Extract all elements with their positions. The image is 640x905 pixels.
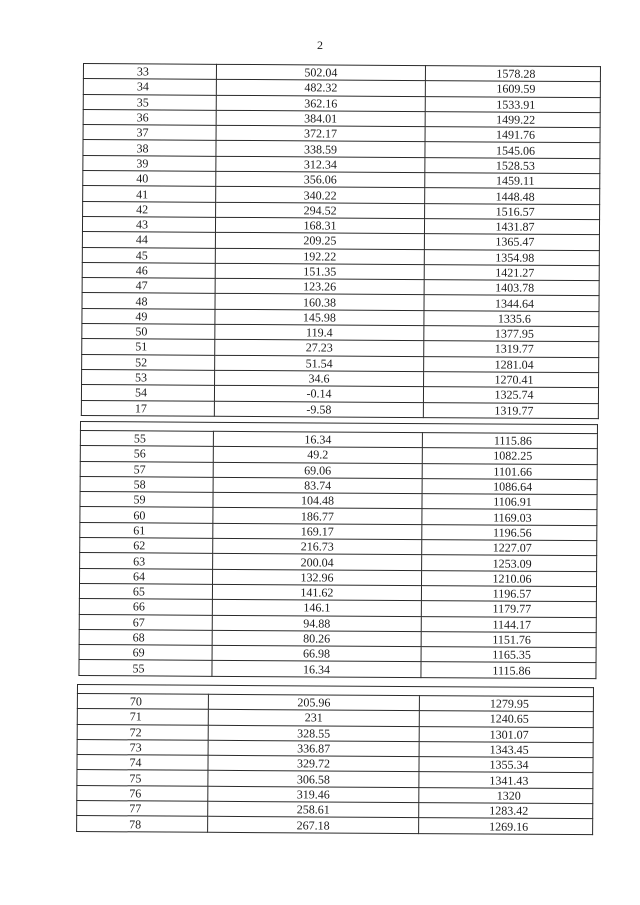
y-coordinate-cell: 1459.11	[425, 173, 600, 189]
y-coordinate-cell: 1301.07	[419, 726, 593, 742]
x-coordinate-cell: 319.46	[208, 786, 419, 803]
y-coordinate-cell: 1106.91	[422, 494, 597, 510]
y-coordinate-cell: 1319.77	[424, 341, 599, 357]
y-coordinate-cell: 1403.78	[424, 280, 599, 296]
x-coordinate-cell: 51.54	[215, 355, 424, 372]
y-coordinate-cell: 1253.09	[422, 555, 597, 571]
x-coordinate-cell: 356.06	[216, 171, 425, 188]
point-number-cell: 48	[82, 293, 215, 309]
y-coordinate-cell: 1491.76	[425, 127, 600, 143]
y-coordinate-cell: 1101.66	[422, 463, 597, 479]
point-number-cell: 46	[82, 262, 215, 278]
y-coordinate-cell: 1196.57	[421, 586, 596, 602]
x-coordinate-cell: 205.96	[208, 694, 419, 711]
y-coordinate-cell: 1082.25	[422, 448, 597, 464]
point-number-cell: 38	[83, 140, 216, 156]
point-number-cell: 54	[81, 385, 214, 401]
x-coordinate-cell: 372.17	[216, 126, 425, 143]
point-number-cell: 78	[77, 816, 208, 832]
x-coordinate-cell: 338.59	[216, 141, 425, 158]
x-coordinate-cell: 146.1	[212, 600, 421, 617]
y-coordinate-cell: 1516.57	[425, 203, 600, 219]
x-coordinate-cell: 16.34	[213, 431, 422, 448]
y-coordinate-cell: 1609.59	[425, 81, 600, 97]
x-coordinate-cell: 384.01	[216, 110, 425, 127]
y-coordinate-cell: 1240.65	[419, 711, 593, 727]
x-coordinate-cell: 141.62	[212, 584, 421, 601]
x-coordinate-cell: 200.04	[213, 554, 422, 571]
table-row	[77, 816, 593, 834]
point-number-cell: 77	[77, 801, 208, 817]
point-number-cell: 33	[83, 64, 216, 80]
x-coordinate-cell: 145.98	[215, 309, 424, 326]
coordinates-table-3	[76, 684, 594, 835]
point-number-cell: 49	[82, 308, 215, 324]
y-coordinate-cell: 1165.35	[421, 647, 596, 663]
y-coordinate-cell: 1144.17	[421, 616, 596, 632]
y-coordinate-cell: 1269.16	[419, 818, 593, 834]
y-coordinate-cell: 1169.03	[422, 509, 597, 525]
x-coordinate-cell: 151.35	[215, 263, 424, 280]
x-coordinate-cell: 16.34	[212, 661, 421, 678]
point-number-cell: 74	[77, 755, 208, 771]
y-coordinate-cell: 1355.34	[419, 757, 593, 773]
x-coordinate-cell: 168.31	[215, 217, 424, 234]
point-number-cell: 42	[83, 201, 216, 217]
x-coordinate-cell: 340.22	[216, 187, 425, 204]
point-number-cell: 67	[79, 614, 212, 630]
x-coordinate-cell: 294.52	[216, 202, 425, 219]
y-coordinate-cell: 1365.47	[424, 234, 599, 250]
point-number-cell: 55	[79, 660, 212, 676]
point-number-cell: 43	[82, 216, 215, 232]
y-coordinate-cell: 1196.56	[422, 524, 597, 540]
y-coordinate-cell: 1086.64	[422, 478, 597, 494]
point-number-cell: 40	[83, 171, 216, 187]
point-number-cell: 36	[83, 109, 216, 125]
point-number-cell: 71	[77, 709, 208, 725]
point-number-cell: 51	[82, 339, 215, 355]
point-number-cell: 50	[82, 324, 215, 340]
point-number-cell: 72	[77, 724, 208, 740]
point-number-cell: 56	[80, 446, 213, 462]
coordinates-table-1	[81, 63, 601, 419]
point-number-cell: 66	[79, 599, 212, 615]
x-coordinate-cell: 336.87	[208, 740, 419, 757]
point-number-cell: 64	[80, 568, 213, 584]
x-coordinate-cell: 502.04	[216, 64, 425, 81]
x-coordinate-cell: 169.17	[213, 523, 422, 540]
x-coordinate-cell: 132.96	[213, 569, 422, 586]
x-coordinate-cell: 119.4	[215, 324, 424, 341]
x-coordinate-cell: 306.58	[208, 771, 419, 788]
point-number-cell: 34	[83, 79, 216, 95]
point-number-cell: 68	[79, 629, 212, 645]
y-coordinate-cell: 1528.53	[425, 157, 600, 173]
x-coordinate-cell: -0.14	[214, 386, 423, 403]
y-coordinate-cell: 1319.77	[423, 402, 598, 418]
point-number-cell: 44	[82, 232, 215, 248]
point-number-cell: 47	[82, 278, 215, 294]
point-number-cell: 17	[81, 400, 214, 416]
x-coordinate-cell: 192.22	[215, 248, 424, 265]
x-coordinate-cell: 49.2	[213, 447, 422, 464]
point-number-cell: 52	[82, 354, 215, 370]
table-row	[79, 660, 596, 678]
y-coordinate-cell: 1343.45	[419, 741, 593, 757]
point-number-cell: 58	[80, 476, 213, 492]
coordinates-table-2	[78, 421, 598, 679]
x-coordinate-cell: 312.34	[216, 156, 425, 173]
x-coordinate-cell: 94.88	[212, 615, 421, 632]
point-number-cell: 69	[79, 645, 212, 661]
y-coordinate-cell: 1545.06	[425, 142, 600, 158]
y-coordinate-cell: 1179.77	[421, 601, 596, 617]
y-coordinate-cell: 1151.76	[421, 631, 596, 647]
point-number-cell: 63	[80, 553, 213, 569]
x-coordinate-cell: -9.58	[214, 401, 423, 418]
x-coordinate-cell: 66.98	[212, 645, 421, 662]
y-coordinate-cell: 1115.86	[422, 433, 597, 449]
point-number-cell: 39	[83, 155, 216, 171]
point-number-cell: 35	[83, 94, 216, 110]
y-coordinate-cell: 1448.48	[425, 188, 600, 204]
page-number: 2	[317, 38, 323, 52]
x-coordinate-cell: 27.23	[215, 340, 424, 357]
point-number-cell: 70	[77, 694, 208, 710]
point-number-cell: 61	[80, 522, 213, 538]
y-coordinate-cell: 1533.91	[425, 96, 600, 112]
x-coordinate-cell: 160.38	[215, 294, 424, 311]
x-coordinate-cell: 104.48	[213, 493, 422, 510]
x-coordinate-cell: 83.74	[213, 477, 422, 494]
x-coordinate-cell: 328.55	[208, 725, 419, 742]
point-number-cell: 45	[82, 247, 215, 263]
point-number-cell: 75	[77, 770, 208, 786]
y-coordinate-cell: 1578.28	[425, 66, 600, 82]
x-coordinate-cell: 329.72	[208, 755, 419, 772]
y-coordinate-cell: 1281.04	[424, 356, 599, 372]
point-number-cell: 62	[80, 538, 213, 554]
y-coordinate-cell: 1354.98	[424, 249, 599, 265]
point-number-cell: 76	[77, 785, 208, 801]
x-coordinate-cell: 69.06	[213, 462, 422, 479]
x-coordinate-cell: 362.16	[216, 95, 425, 112]
x-coordinate-cell: 80.26	[212, 630, 421, 647]
y-coordinate-cell: 1335.6	[424, 310, 599, 326]
point-number-cell: 37	[83, 125, 216, 141]
point-number-cell: 60	[80, 507, 213, 523]
x-coordinate-cell: 34.6	[215, 370, 424, 387]
x-coordinate-cell: 267.18	[208, 817, 419, 834]
point-number-cell: 65	[79, 583, 212, 599]
y-coordinate-cell: 1341.43	[419, 772, 593, 788]
y-coordinate-cell: 1115.86	[421, 662, 596, 678]
y-coordinate-cell: 1421.27	[424, 264, 599, 280]
point-number-cell: 53	[82, 369, 215, 385]
y-coordinate-cell: 1210.06	[422, 570, 597, 586]
table-row	[81, 400, 598, 418]
y-coordinate-cell: 1270.41	[424, 372, 599, 388]
point-number-cell: 73	[77, 739, 208, 755]
point-number-cell: 57	[80, 461, 213, 477]
y-coordinate-cell: 1227.07	[422, 540, 597, 556]
y-coordinate-cell: 1431.87	[424, 219, 599, 235]
x-coordinate-cell: 216.73	[213, 538, 422, 555]
x-coordinate-cell: 186.77	[213, 508, 422, 525]
point-number-cell: 59	[80, 492, 213, 508]
x-coordinate-cell: 231	[208, 710, 419, 727]
x-coordinate-cell: 258.61	[208, 801, 419, 818]
y-coordinate-cell: 1279.95	[419, 696, 593, 712]
x-coordinate-cell: 209.25	[215, 233, 424, 250]
point-number-cell: 55	[80, 431, 213, 447]
y-coordinate-cell: 1320	[419, 787, 593, 803]
y-coordinate-cell: 1499.22	[425, 111, 600, 127]
y-coordinate-cell: 1377.95	[424, 326, 599, 342]
y-coordinate-cell: 1283.42	[419, 803, 593, 819]
x-coordinate-cell: 482.32	[216, 80, 425, 97]
y-coordinate-cell: 1344.64	[424, 295, 599, 311]
point-number-cell: 41	[83, 186, 216, 202]
y-coordinate-cell: 1325.74	[423, 387, 598, 403]
x-coordinate-cell: 123.26	[215, 278, 424, 295]
